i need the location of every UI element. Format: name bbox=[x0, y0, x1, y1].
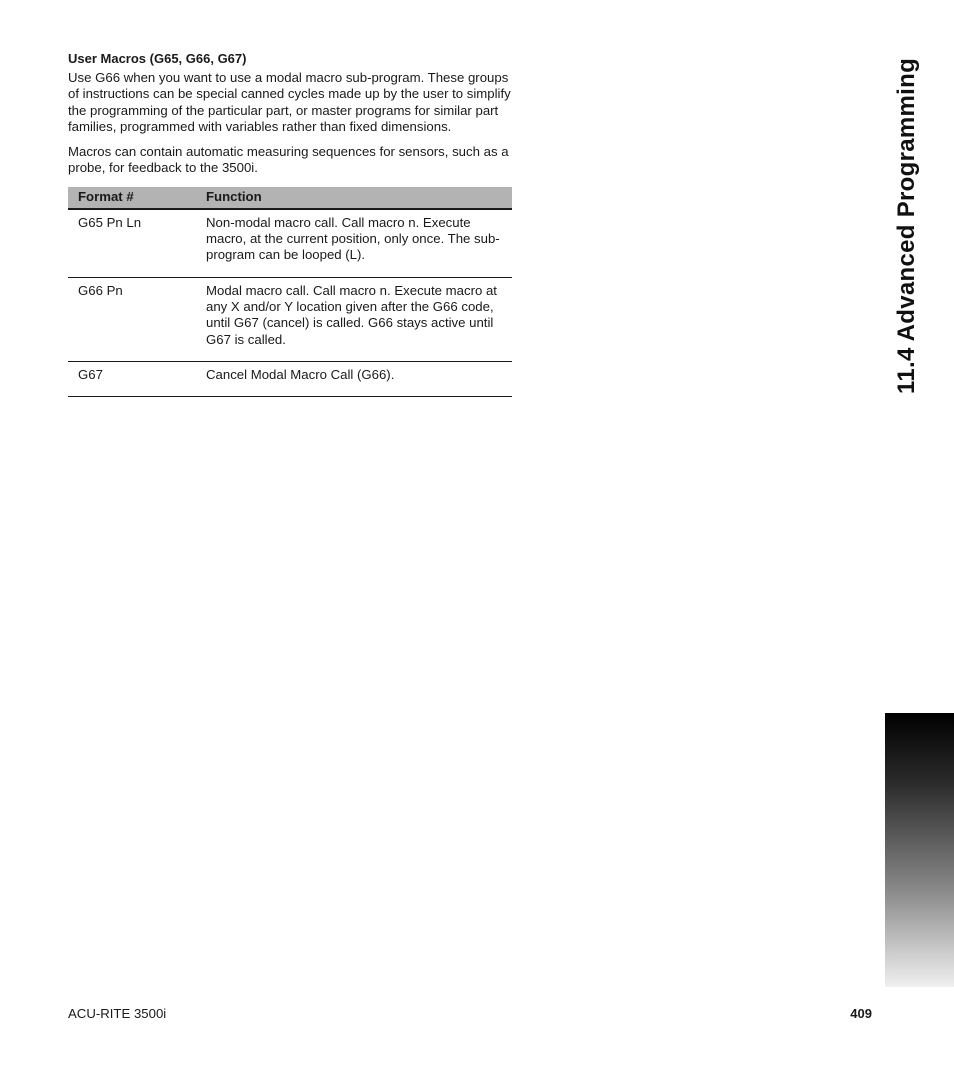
format-cell: G66 Pn bbox=[68, 277, 198, 361]
footer-page-number: 409 bbox=[850, 1006, 872, 1021]
table-row bbox=[68, 361, 512, 396]
function-cell: Non-modal macro call. Call macro n. Execute macro, at the current position, only once. The sub-program can be looped (L). bbox=[198, 209, 512, 277]
section-heading: User Macros (G65, G66, G67) bbox=[68, 51, 247, 66]
table-row bbox=[68, 277, 512, 361]
main-content bbox=[68, 50, 512, 397]
intro-paragraph: Use G66 when you want to use a modal macro sub-program. These groups of instructions can be special canned cycles made up by the user to simplify the programming of the particular part, or master programs for similar part families, programmed with variables rather than fixed dimensions. bbox=[68, 70, 511, 134]
footer-product-name: ACU-RITE 3500i bbox=[68, 1006, 167, 1021]
macro-format-table bbox=[68, 187, 512, 397]
header-format: Format # bbox=[68, 187, 198, 209]
chapter-side-title: 11.4 Advanced Programming bbox=[893, 57, 920, 394]
header-function: Function bbox=[198, 187, 512, 209]
table-row bbox=[68, 209, 512, 277]
format-cell: G67 bbox=[68, 361, 198, 396]
chapter-thumb-tab bbox=[885, 713, 954, 987]
table-header-row bbox=[68, 187, 512, 209]
format-cell: G65 Pn Ln bbox=[68, 209, 198, 277]
macros-paragraph: Macros can contain automatic measuring sequences for sensors, such as a probe, for feedback to the 3500i. bbox=[68, 144, 509, 176]
function-cell: Modal macro call. Call macro n. Execute macro at any X and/or Y location given after the G66 code, until G67 (cancel) is called. G66 stays active until G67 is called. bbox=[198, 277, 512, 361]
function-cell: Cancel Modal Macro Call (G66). bbox=[198, 361, 512, 396]
